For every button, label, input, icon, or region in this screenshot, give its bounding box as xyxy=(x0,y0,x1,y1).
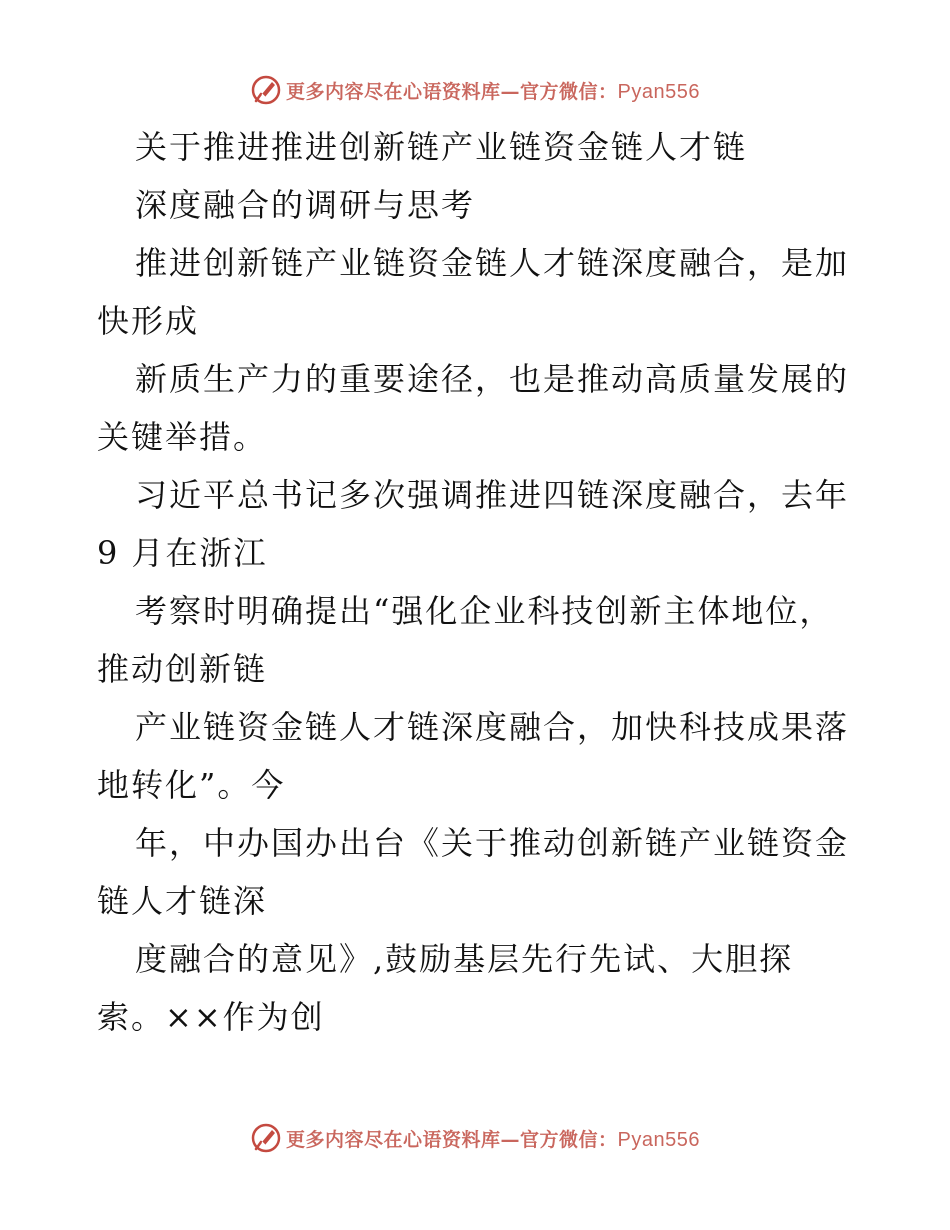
footer-banner-label: 更多内容尽在心语资料库—官方微信： xyxy=(286,1128,618,1151)
red-chat-quill-logo-icon xyxy=(250,1122,282,1154)
footer-banner xyxy=(0,1118,950,1158)
document-body xyxy=(97,118,857,1046)
header-banner-text xyxy=(286,77,700,104)
document-line: 新质生产力的重要途径，也是推动高质量发展的 xyxy=(135,360,850,398)
document-line: 推进创新链产业链资金链人才链深度融合，是加 xyxy=(135,244,850,282)
document-line: 产业链资金链人才链深度融合，加快科技成果落 xyxy=(135,708,850,746)
document-line: 深度融合的调研与思考 xyxy=(135,186,476,224)
header-banner-wechat-id: Pyan556 xyxy=(617,80,700,103)
document-line: 地转化”。今 xyxy=(97,766,286,804)
document-line: 考察时明确提出“强化企业科技创新主体地位， xyxy=(135,592,834,630)
document-line: 快形成 xyxy=(97,302,200,340)
document-line: 链人才链深 xyxy=(97,882,268,920)
document-line: 索。××作为创 xyxy=(97,998,325,1036)
header-banner xyxy=(0,70,950,110)
document-line: 关键举措。 xyxy=(97,418,268,456)
document-line: 年，中办国办出台《关于推动创新链产业链资金 xyxy=(135,824,850,862)
header-banner-label: 更多内容尽在心语资料库—官方微信： xyxy=(286,80,618,103)
footer-banner-wechat-id: Pyan556 xyxy=(617,1128,700,1151)
red-chat-quill-logo-icon xyxy=(250,74,282,106)
document-line: 度融合的意见》,鼓励基层先行先试、大胆探 xyxy=(135,940,794,978)
document-line: 习近平总书记多次强调推进四链深度融合，去年 xyxy=(135,476,850,514)
footer-banner-text xyxy=(286,1125,700,1152)
document-line: 推动创新链 xyxy=(97,650,268,688)
document-line: 9 月在浙江 xyxy=(97,534,268,572)
document-line: 关于推进推进创新链产业链资金链人才链 xyxy=(135,128,748,166)
